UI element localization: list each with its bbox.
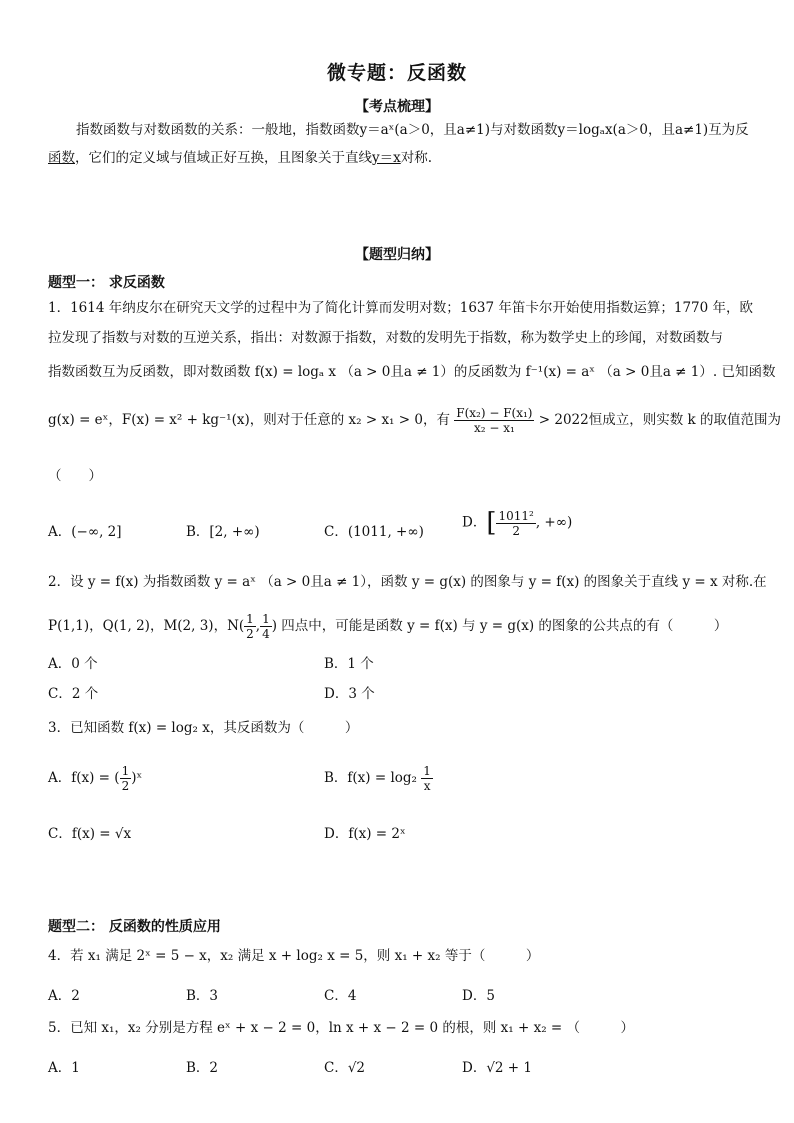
q5-stem: 5．已知 x₁，x₂ 分别是方程 eˣ + x − 2 = 0，ln x + x − 2 = 0 的根，则 x₁ + x₂ = （ ） xyxy=(48,1020,635,1036)
q1-line-4-text: g(x) = eˣ，F(x) = x² + kg⁻¹(x)，则对于任意的 x₂ > x₁ > 0，有 xyxy=(48,412,450,428)
underlined-term-function: 函数 xyxy=(48,150,75,166)
option-d-label: D． xyxy=(462,514,487,531)
q1-line-4-text-end: > 2022恒成立，则实数 k 的取值范围为 xyxy=(538,412,781,428)
q1-answer-parens: （ ） xyxy=(48,468,102,484)
q3-option-c[interactable]: C．f(x) = √x xyxy=(48,826,132,842)
q4-option-b[interactable]: B．3 xyxy=(186,988,219,1004)
q3-option-b[interactable] xyxy=(324,764,433,793)
q2-points-text: P(1,1)，Q(1, 2)，M(2, 3)，N( xyxy=(48,618,245,634)
q2-line-1: 2．设 y = f(x) 为指数函数 y = aˣ （a > 0且a ≠ 1），函数 y = g(x) 的图象与 y = f(x) 的图象关于直线 y = x 对称.在 xyxy=(48,574,767,590)
q1-option-c[interactable]: C．(1011, +∞) xyxy=(324,524,424,540)
option-a-rest: )ˣ xyxy=(131,770,143,786)
q1-line-1: 1．1614 年纳皮尔在研究天文学的过程中为了简化计算而发明对数；1637 年笛卡尔开始使用指数运算；1770 年，欧 xyxy=(48,300,754,316)
q4-option-a[interactable]: A．2 xyxy=(48,988,80,1004)
q2-option-d[interactable]: D．3 个 xyxy=(324,686,375,702)
fraction-denominator: x₂ − x₁ xyxy=(473,421,515,435)
page-title: 微专题：反函数 xyxy=(326,62,467,84)
q1-difference-quotient xyxy=(454,406,534,435)
q1-line-3: 指数函数互为反函数，即对数函数 f(x) = logₐ x （a > 0且a ≠ 1）的反函数为 f⁻¹(x) = aˣ （a > 0且a ≠ 1）. 已知函数 xyxy=(48,364,776,380)
q4-stem: 4．若 x₁ 满足 2ˣ = 5 − x，x₂ 满足 x + log₂ x = 5，则 x₁ + x₂ 等于（ ） xyxy=(48,948,540,964)
q2-line-2 xyxy=(48,612,727,641)
key-point-line-1: 指数函数与对数函数的关系：一般地，指数函数y＝aˣ(a＞0，且a≠1)与对数函数y＝logₐx(a＞0，且a≠1)互为反 xyxy=(76,122,749,138)
q1-line-4 xyxy=(48,406,781,435)
option-b-text: B．f(x) = log₂ xyxy=(324,770,417,786)
section-heading-question-types: 【题型归纳】 xyxy=(355,247,439,263)
fraction-numerator: 1 xyxy=(121,764,130,778)
q2-option-b[interactable]: B．1 个 xyxy=(324,656,374,672)
fraction-numerator: 1 xyxy=(262,612,270,626)
q1-option-b[interactable]: B．[2, +∞) xyxy=(186,524,260,540)
q1-line-2: 拉发现了指数与对数的互逆关系，指出：对数源于指数，对数的发明先于指数，称为数学史上的珍闻，对数函数与 xyxy=(48,330,723,346)
q1-option-a[interactable]: A．(−∞, 2] xyxy=(48,524,122,540)
q3-option-a[interactable] xyxy=(48,764,142,793)
q3-stem: 3．已知函数 f(x) = log₂ x，其反函数为（ ） xyxy=(48,720,359,736)
q3-option-a-fraction xyxy=(120,764,132,793)
fraction-numerator: 1011² xyxy=(498,508,534,523)
underlined-term-line: y＝x xyxy=(372,150,401,166)
fraction-denominator: x xyxy=(423,779,431,793)
q3-option-d[interactable]: D．f(x) = 2ˣ xyxy=(324,826,406,842)
fraction-denominator: 2 xyxy=(512,523,520,538)
fraction-numerator: 1 xyxy=(246,612,254,626)
key-point-text: ，它们的定义域与值域正好互换，且图象关于直线 xyxy=(75,150,372,166)
comma: , xyxy=(255,618,261,634)
fraction-numerator: F(x₂) − F(x₁) xyxy=(456,406,533,420)
fraction-denominator: 4 xyxy=(262,627,270,641)
q1-option-d-fraction xyxy=(496,509,535,538)
q4-option-c[interactable]: C．4 xyxy=(324,988,357,1004)
section-heading-key-points: 【考点梳理】 xyxy=(355,99,439,115)
question-type-1-heading: 题型一： 求反函数 xyxy=(48,275,165,291)
key-point-text-end: 对称. xyxy=(400,150,433,166)
q5-option-a[interactable]: A．1 xyxy=(48,1060,80,1076)
q2-fraction-one-quarter xyxy=(260,612,272,641)
q5-option-d[interactable]: D．√2 + 1 xyxy=(462,1060,532,1076)
fraction-denominator: 2 xyxy=(121,779,130,793)
option-a-text: A．f(x) = ( xyxy=(48,770,120,786)
key-point-line-2 xyxy=(48,148,432,168)
fraction-denominator: 2 xyxy=(246,627,254,641)
q5-option-b[interactable]: B．2 xyxy=(186,1060,219,1076)
option-d-rest: , +∞) xyxy=(535,514,573,531)
q1-option-d[interactable] xyxy=(462,508,572,538)
q2-fraction-one-half xyxy=(244,612,256,641)
q4-option-d[interactable]: D．5 xyxy=(462,988,495,1004)
q2-option-c[interactable]: C．2 个 xyxy=(48,686,99,702)
q3-option-b-fraction xyxy=(421,764,433,793)
q2-option-a[interactable]: A．0 个 xyxy=(48,656,98,672)
left-bracket: [ xyxy=(486,508,497,538)
q2-line-2-text-end: ) 四点中，可能是函数 y = f(x) 与 y = g(x) 的图象的公共点的有（ ） xyxy=(271,618,728,634)
fraction-numerator: 1 xyxy=(423,764,431,778)
q5-option-c[interactable]: C．√2 xyxy=(324,1060,366,1076)
question-type-2-heading: 题型二： 反函数的性质应用 xyxy=(48,919,221,935)
